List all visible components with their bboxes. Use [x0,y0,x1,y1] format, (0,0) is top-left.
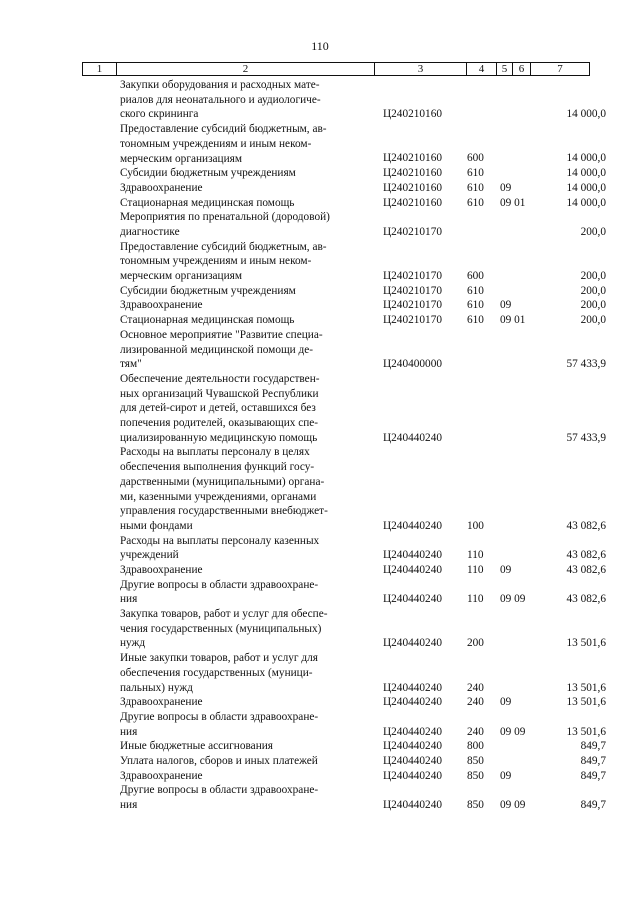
row-amount: 14 000,0 [566,196,606,209]
row-name: Иные закупки товаров, работ и услуг для обеспечения государственных (муници- пальных) нужд [120,652,318,694]
row-code: Ц240210160 [383,196,442,209]
row-expense-type: 240 [467,696,484,709]
row-name: Расходы на выплаты персоналу в целях обеспечения выполнения функций госу- дарственными (муниципальными) органа- ми, казенными учреждениями, органами управления государственными внебюджет- ными фондами [120,446,328,532]
row-section: 09 [500,696,512,709]
header-col-3: 3 [375,63,467,76]
row-section: 09 [500,181,512,194]
row-amount: 849,7 [580,799,606,812]
row-code: Ц240440240 [383,637,442,650]
row-amount: 43 082,6 [566,549,606,562]
row-name: Уплата налогов, сборов и иных платежей [120,755,318,767]
table-body [0,78,640,813]
row-name: Здравоохранение [120,769,203,782]
row-amount: 57 433,9 [566,431,606,444]
row-expense-type: 240 [467,681,484,694]
row-name: Расходы на выплаты персоналу казенных учреждений [120,534,320,562]
header-col-1: 1 [83,63,117,76]
row-expense-type: 610 [467,181,484,194]
row-name: Стационарная медицинская помощь [120,314,295,327]
row-name: Субсидии бюджетным учреждениям [120,167,296,180]
row-code: Ц240440240 [383,431,442,444]
table-row [0,298,640,313]
row-code: Ц240440240 [383,725,442,738]
row-name: Здравоохранение [120,563,203,576]
row-expense-type: 240 [467,725,484,738]
row-name: Мероприятия по пренатальной (дородовой) диагностике [120,211,330,238]
row-expense-type: 600 [467,270,484,283]
row-code: Ц240440240 [383,519,442,532]
row-name: Стационарная медицинская помощь [120,196,295,209]
row-name: Здравоохранение [120,181,203,194]
table-row [0,695,640,710]
header-col-4: 4 [467,63,497,76]
row-section: 09 01 [500,314,526,327]
row-code: Ц240210160 [383,152,442,165]
row-amount: 14 000,0 [566,167,606,180]
row-section: 09 [500,769,512,782]
table-row [0,240,640,284]
row-amount: 13 501,6 [566,637,606,650]
row-section: 09 01 [500,196,526,209]
row-expense-type: 850 [467,754,484,767]
header-col-7: 7 [531,63,590,76]
table-row [0,710,640,739]
row-code: Ц240440240 [383,549,442,562]
row-code: Ц240210170 [383,314,442,327]
row-amount: 57 433,9 [566,358,606,371]
row-amount: 200,0 [580,299,606,312]
row-name: Другие вопросы в области здравоохране- ния [120,710,319,738]
table-row [0,739,640,754]
page-number: 110 [311,39,329,53]
row-code: Ц240210170 [383,299,442,312]
row-code: Ц240440240 [383,754,442,767]
row-code: Ц240210170 [383,284,442,297]
row-name: Основное мероприятие "Развитие специа- лизированной медицинской помощи де- тям" [120,328,323,371]
row-expense-type: 610 [467,314,484,327]
row-name: Другие вопросы в области здравоохране- ния [120,784,319,812]
row-code: Ц240440240 [383,593,442,606]
row-expense-type: 850 [467,769,484,782]
row-code: Ц240210160 [383,167,442,180]
row-expense-type: 110 [467,593,484,606]
table-row [0,754,640,769]
row-amount: 849,7 [580,740,606,753]
row-name: Предоставление субсидий бюджетным, ав- тономным учреждениям и иным неком- мерческим организациям [120,123,327,165]
row-amount: 14 000,0 [566,181,606,194]
row-expense-type: 850 [467,799,484,812]
row-name: Предоставление субсидий бюджетным, ав- тономным учреждениям и иным неком- мерческим организациям [120,240,327,283]
row-section: 09 [500,563,512,576]
row-code: Ц240440240 [383,563,442,576]
row-amount: 200,0 [580,284,606,297]
row-expense-type: 600 [467,152,484,165]
row-amount: 13 501,6 [566,681,606,694]
table-row [0,210,640,239]
table-row [0,563,640,578]
table-row [0,78,640,122]
row-code: Ц240440240 [383,740,442,753]
row-amount: 14 000,0 [566,152,606,165]
header-col-6: 6 [513,63,531,76]
row-amount: 14 000,0 [566,108,606,121]
row-amount: 43 082,6 [566,593,606,606]
table-row [0,783,640,812]
header-col-5: 5 [497,63,513,76]
row-amount: 200,0 [580,270,606,283]
row-name: Иные бюджетные ассигнования [120,740,273,753]
row-expense-type: 610 [467,167,484,180]
table-row [0,372,640,446]
table-row [0,534,640,563]
row-expense-type: 610 [467,196,484,209]
row-expense-type: 610 [467,284,484,297]
row-code: Ц240210170 [383,225,442,238]
row-section: 09 [500,299,512,312]
row-code: Ц240440240 [383,769,442,782]
table-row [0,328,640,372]
table-row [0,122,640,166]
row-name: Обеспечение деятельности государствен- ных организаций Чувашской Республики для детей-сирот и детей, оставшихся без попечения родителей, оказывающих спе- циализированную медицинскую помощь [120,372,320,444]
row-amount: 200,0 [580,314,606,327]
table-row [0,196,640,211]
row-code: Ц240210160 [383,108,442,121]
row-section: 09 09 [500,593,526,606]
row-expense-type: 100 [467,519,484,532]
row-expense-type: 200 [467,637,484,650]
table-row [0,166,640,181]
table-row [0,284,640,299]
row-expense-type: 110 [467,549,484,562]
row-amount: 43 082,6 [566,519,606,532]
row-amount: 13 501,6 [566,725,606,738]
table-row [0,313,640,328]
row-name: Закупки оборудования и расходных мате- риалов для неонатального и аудиологиче- ского скрининга [120,79,321,121]
table-row [0,651,640,695]
row-section: 09 09 [500,725,526,738]
row-code: Ц240210160 [383,181,442,194]
row-name: Закупка товаров, работ и услуг для обеспе- чения государственных (муниципальных) нужд [120,608,328,650]
table-row [0,181,640,196]
row-code: Ц240440240 [383,799,442,812]
table-row [0,445,640,533]
row-amount: 849,7 [580,769,606,782]
row-code: Ц240440240 [383,681,442,694]
row-expense-type: 110 [467,563,484,576]
table-row [0,607,640,651]
table-header [82,62,590,76]
row-name: Другие вопросы в области здравоохране- ния [120,578,319,606]
row-code: Ц240440240 [383,696,442,709]
table-row [0,578,640,607]
row-amount: 849,7 [580,754,606,767]
row-expense-type: 800 [467,740,484,753]
row-code: Ц240400000 [383,358,442,371]
row-code: Ц240210170 [383,270,442,283]
row-expense-type: 610 [467,299,484,312]
row-name: Здравоохранение [120,299,203,312]
row-section: 09 09 [500,799,526,812]
header-col-2: 2 [117,63,375,76]
row-amount: 13 501,6 [566,696,606,709]
row-amount: 43 082,6 [566,563,606,576]
row-amount: 200,0 [580,225,606,238]
row-name: Субсидии бюджетным учреждениям [120,284,296,297]
row-name: Здравоохранение [120,696,203,709]
table-row [0,769,640,784]
